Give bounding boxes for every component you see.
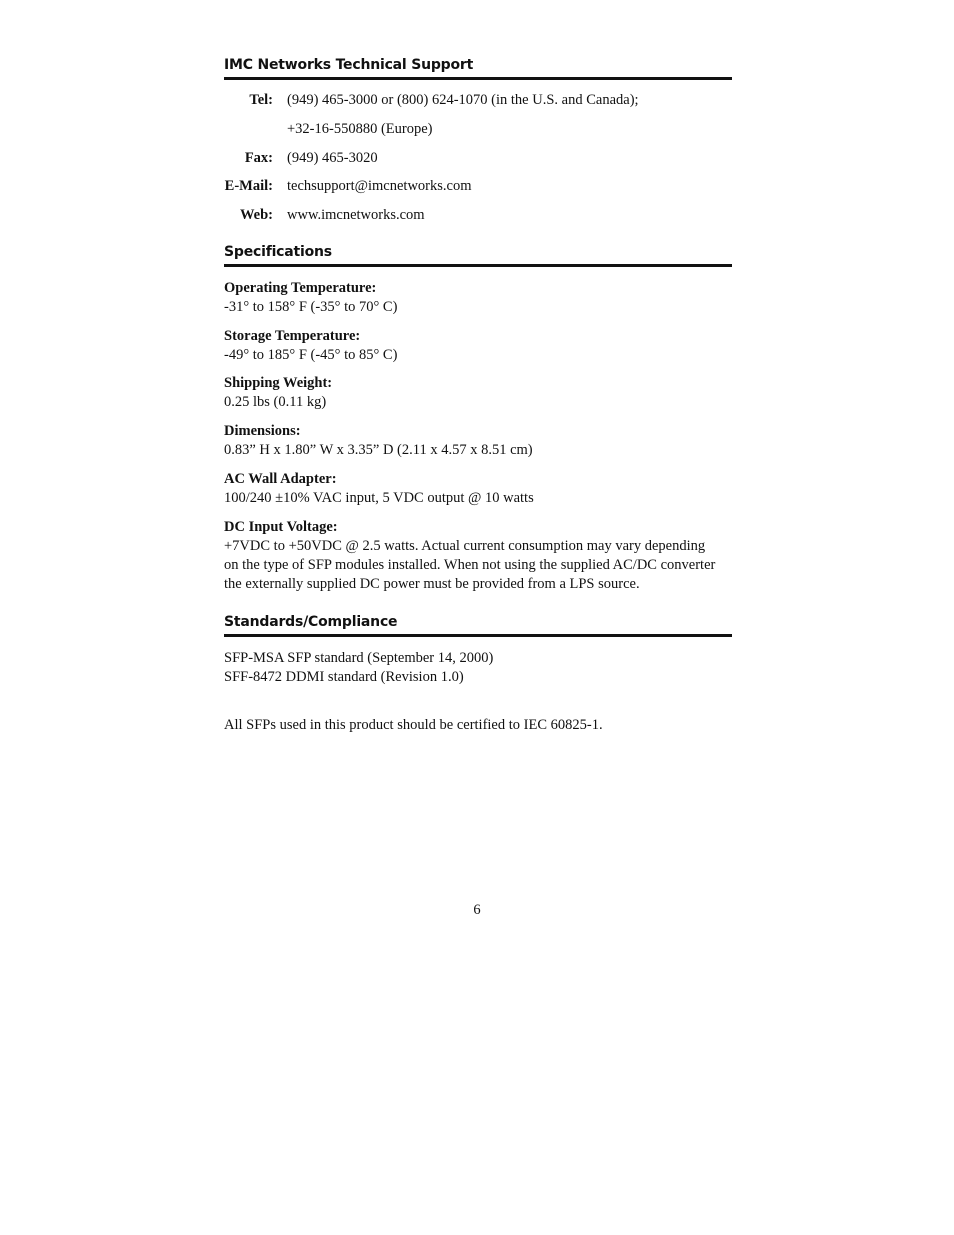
contact-label: Fax:: [244, 150, 273, 166]
spec-value: 0.25 lbs (0.11 kg): [224, 394, 327, 410]
page-number: 6: [473, 902, 481, 918]
spec-dc-input-voltage: [224, 518, 732, 594]
contact-value: (949) 465-3020: [287, 150, 378, 166]
spec-value: -31° to 158° F (-35° to 70° C): [224, 299, 398, 315]
spec-label: Dimensions:: [224, 423, 301, 439]
spec-value: 0.83” H x 1.80” W x 3.35” D (2.11 x 4.57 x 8.51 cm): [224, 442, 533, 458]
section-heading-standards-compliance: Standards/Compliance: [224, 614, 732, 637]
specifications-section: [224, 244, 732, 267]
spec-operating-temperature: [224, 279, 732, 317]
contact-label: Web:: [239, 207, 273, 223]
spec-label: Storage Temperature:: [224, 328, 361, 344]
contact-row-tel-europe: [224, 119, 732, 139]
spec-dimensions: [224, 422, 732, 460]
contact-label: E-Mail:: [224, 178, 273, 194]
contact-label: Tel:: [249, 92, 273, 108]
contact-value-web-link[interactable]: www.imcnetworks.com: [287, 207, 425, 223]
contact-row-email: [224, 176, 732, 196]
spec-value: 100/240 ±10% VAC input, 5 VDC output @ 10 watts: [224, 490, 534, 506]
spec-label: Operating Temperature:: [224, 280, 377, 296]
spec-value: +7VDC to +50VDC @ 2.5 watts. Actual current consumption may vary depending on the type of SFP modules installed. When not using the supplied AC/DC converter the externally supplied DC power must be provided from a LPS source.: [224, 538, 716, 592]
standard-sfp-msa: SFP-MSA SFP standard (September 14, 2000): [224, 650, 494, 666]
section-heading-technical-support: IMC Networks Technical Support: [224, 57, 732, 80]
spec-storage-temperature: [224, 327, 732, 365]
spec-label: DC Input Voltage:: [224, 519, 338, 535]
contact-row-web: [224, 205, 732, 225]
contact-row-tel: [224, 90, 732, 110]
standards-compliance-section: [224, 614, 732, 637]
section-heading-specifications: Specifications: [224, 244, 732, 267]
spec-label: AC Wall Adapter:: [224, 471, 337, 487]
contact-value: (949) 465-3000 or (800) 624-1070 (in the U.S. and Canada);: [287, 92, 639, 108]
spec-ac-wall-adapter: [224, 470, 732, 508]
technical-support-section: [224, 57, 732, 80]
spec-shipping-weight: [224, 374, 732, 412]
iec-certification-note: All SFPs used in this product should be certified to IEC 60825-1.: [224, 717, 603, 733]
standard-sff-8472: SFF-8472 DDMI standard (Revision 1.0): [224, 669, 464, 685]
contact-value: +32-16-550880 (Europe): [287, 121, 433, 137]
contact-row-fax: [224, 148, 732, 168]
contact-value-email-link[interactable]: techsupport@imcnetworks.com: [287, 178, 472, 194]
spec-value: -49° to 185° F (-45° to 85° C): [224, 347, 398, 363]
spec-label: Shipping Weight:: [224, 375, 333, 391]
